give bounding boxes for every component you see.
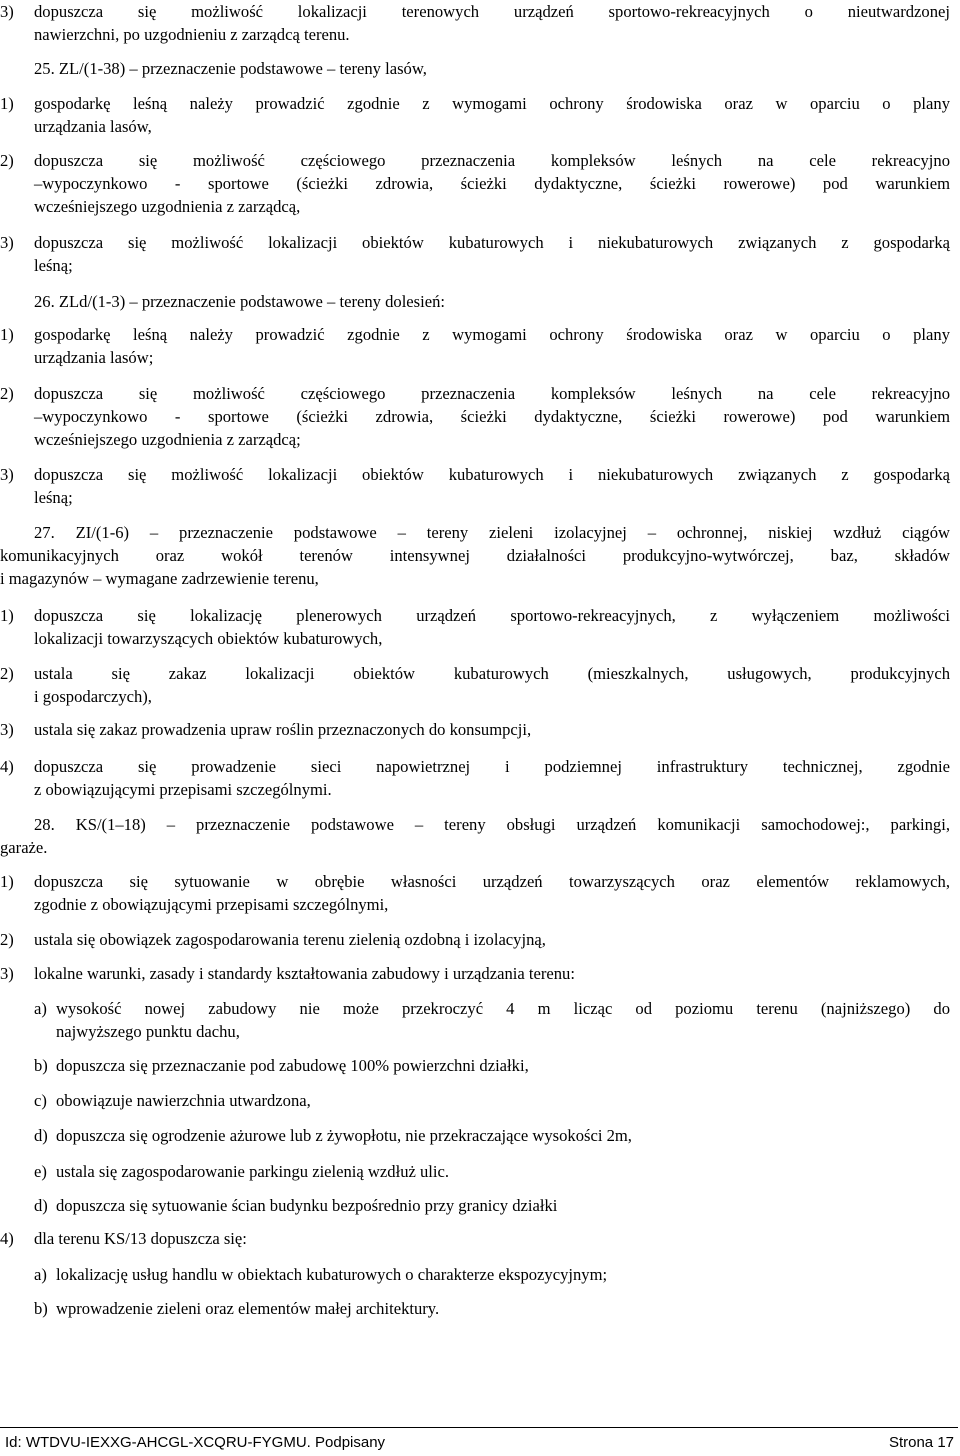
item-number: a) — [34, 1265, 47, 1284]
item-number: 2) — [0, 151, 14, 170]
paragraph-line: i magazynów – wymagane zadrzewienie terenu, — [0, 569, 319, 588]
list-item — [0, 149, 950, 218]
list-item — [0, 231, 950, 277]
item-line: dopuszcza się ogrodzenie ażurowe lub z żywopłotu, nie przekraczające wysokości 2m, — [56, 1126, 632, 1145]
list-subitem — [0, 1089, 950, 1112]
item-line: dopuszcza się możliwość lokalizacji terenowych urządzeń sportowo-rekreacyjnych o nieutwardzonej — [34, 2, 950, 21]
list-subitem — [0, 1160, 950, 1183]
list-subitem — [0, 997, 950, 1043]
footer-divider — [0, 1427, 958, 1428]
list-subitem — [0, 1263, 950, 1286]
item-number: 2) — [0, 930, 14, 949]
item-number: 1) — [0, 94, 14, 113]
section-number: 26. — [34, 292, 55, 311]
item-line: dopuszcza się sytuowanie ścian budynku bezpośrednio przy granicy działki — [56, 1196, 558, 1215]
item-line: dopuszcza się możliwość częściowego przeznaczenia kompleksów leśnych na cele rekreacyjno — [34, 384, 950, 403]
item-line: gospodarkę leśną należy prowadzić zgodnie z wymogami ochrony środowiska oraz w oparciu o plany — [34, 94, 950, 113]
paragraph-line — [0, 521, 950, 544]
paragraph-line — [0, 290, 950, 313]
list-subitem — [0, 1297, 950, 1320]
item-number: 4) — [0, 757, 14, 776]
item-number: 1) — [0, 606, 14, 625]
paragraph-line — [0, 813, 950, 836]
item-number: 1) — [0, 872, 14, 891]
item-number: 3) — [0, 233, 14, 252]
paragraph-line — [0, 57, 950, 80]
item-number: c) — [34, 1091, 47, 1110]
item-line: –wypoczynkowo - sportowe (ścieżki zdrowia, ścieżki dydaktyczne, ścieżki rowerowe) pod warunkiem — [34, 174, 950, 193]
item-line: wysokość nowej zabudowy nie może przekroczyć 4 m licząc od poziomu terenu (najniższego) do — [56, 999, 950, 1018]
paragraph-line: komunikacyjnych oraz wokół terenów intensywnej działalności produkcyjno-wytwórczej, baz, składów — [0, 546, 950, 565]
item-number: b) — [34, 1056, 48, 1075]
list-item — [0, 0, 950, 46]
item-line: dopuszcza się przeznaczanie pod zabudowę 100% powierzchni działki, — [56, 1056, 529, 1075]
list-subitem — [0, 1124, 950, 1147]
item-line: najwyższego punktu dachu, — [56, 1022, 240, 1041]
item-line: wcześniejszego uzgodnienia z zarządcą; — [34, 430, 301, 449]
list-item — [0, 92, 950, 138]
list-item — [0, 928, 950, 951]
item-number: 4) — [0, 1229, 14, 1248]
section-number: 25. — [34, 59, 55, 78]
list-item — [0, 962, 950, 985]
item-line: ustala się zakaz prowadzenia upraw roślin przeznaczonych do konsumpcji, — [34, 720, 532, 739]
list-item — [0, 755, 950, 801]
paragraph-text: KS/(1–18) – przeznaczenie podstawowe – tereny obsługi urządzeń komunikacji samochodowej:, parkingi, — [75, 815, 950, 834]
item-line: ustala się zakaz lokalizacji obiektów kubaturowych (mieszkalnych, usługowych, produkcyjnych — [34, 664, 950, 683]
item-number: 3) — [0, 465, 14, 484]
list-item — [0, 718, 950, 741]
item-number: 2) — [0, 664, 14, 683]
document-id-signature: Id: WTDVU-IEXXG-AHCGL-XCQRU-FYGMU. Podpisany — [5, 1434, 386, 1451]
item-line: z obowiązującymi przepisami szczególnymi. — [34, 780, 332, 799]
item-line: nawierzchni, po uzgodnieniu z zarządcą terenu. — [34, 25, 350, 44]
list-item — [0, 382, 950, 451]
section-paragraph — [0, 290, 950, 313]
item-line: dopuszcza się możliwość częściowego przeznaczenia kompleksów leśnych na cele rekreacyjno — [34, 151, 950, 170]
item-line: dla terenu KS/13 dopuszcza się: — [34, 1229, 247, 1248]
list-item — [0, 604, 950, 650]
item-line: i gospodarczych), — [34, 687, 152, 706]
item-number: 3) — [0, 720, 14, 739]
list-item — [0, 870, 950, 916]
list-subitem — [0, 1194, 950, 1217]
item-number: b) — [34, 1299, 48, 1318]
item-line: lokalne warunki, zasady i standardy kształtowania zabudowy i urządzania terenu: — [34, 964, 575, 983]
list-item — [0, 323, 950, 369]
item-number: e) — [34, 1162, 47, 1181]
list-item — [0, 662, 950, 708]
item-line: dopuszcza się sytuowanie w obrębie własności urządzeń towarzyszących oraz elementów reklamowych, — [34, 872, 950, 891]
item-line: wcześniejszego uzgodnienia z zarządcą, — [34, 197, 301, 216]
section-number: 27. — [34, 523, 55, 542]
item-number: d) — [34, 1196, 48, 1215]
item-number: a) — [34, 999, 47, 1018]
item-line: urządzania lasów, — [34, 117, 152, 136]
item-number: 3) — [0, 964, 14, 983]
item-number: 3) — [0, 2, 14, 21]
item-number: d) — [34, 1126, 48, 1145]
item-line: leśną; — [34, 256, 73, 275]
paragraph-text: ZLd/(1-3) – przeznaczenie podstawowe – tereny dolesień: — [58, 292, 446, 311]
item-line: dopuszcza się możliwość lokalizacji obiektów kubaturowych i niekubaturowych związanych z gospodarką — [34, 465, 950, 484]
list-item — [0, 1227, 950, 1250]
item-line: –wypoczynkowo - sportowe (ścieżki zdrowia, ścieżki dydaktyczne, ścieżki rowerowe) pod warunkiem — [34, 407, 950, 426]
list-subitem — [0, 1054, 950, 1077]
paragraph-text: ZI/(1-6) – przeznaczenie podstawowe – tereny zieleni izolacyjnej – ochronnej, niskiej wzdłuż ciągów — [75, 523, 950, 542]
item-line: wprowadzenie zieleni oraz elementów małej architektury. — [56, 1299, 440, 1318]
section-paragraph — [0, 813, 950, 859]
item-number: 1) — [0, 325, 14, 344]
item-line: ustala się obowiązek zagospodarowania terenu zielenią ozdobną i izolacyjną, — [34, 930, 546, 949]
paragraph-text: ZL/(1-38) – przeznaczenie podstawowe – tereny lasów, — [58, 59, 427, 78]
item-number: 2) — [0, 384, 14, 403]
item-line: dopuszcza się lokalizację plenerowych urządzeń sportowo-rekreacyjnych, z wyłączeniem możliwości — [34, 606, 950, 625]
item-line: dopuszcza się prowadzenie sieci napowietrznej i podziemnej infrastruktury technicznej, zgodnie — [34, 757, 950, 776]
item-line: lokalizację usług handlu w obiektach kubaturowych o charakterze ekspozycyjnym; — [56, 1265, 608, 1284]
item-line: ustala się zagospodarowanie parkingu zielenią wzdłuż ulic. — [56, 1162, 450, 1181]
item-line: obowiązuje nawierzchnia utwardzona, — [56, 1091, 311, 1110]
item-line: urządzania lasów; — [34, 348, 154, 367]
list-item — [0, 463, 950, 509]
section-number: 28. — [34, 815, 55, 834]
section-paragraph — [0, 57, 950, 80]
page-number: Strona 17 — [888, 1434, 954, 1451]
item-line: leśną; — [34, 488, 73, 507]
section-paragraph — [0, 521, 950, 590]
item-line: dopuszcza się możliwość lokalizacji obiektów kubaturowych i niekubaturowych związanych z gospodarką — [34, 233, 950, 252]
item-line: lokalizacji towarzyszących obiektów kubaturowych, — [34, 629, 383, 648]
paragraph-line: garaże. — [0, 838, 48, 857]
item-line: zgodnie z obowiązującymi przepisami szczególnymi, — [34, 895, 389, 914]
item-line: gospodarkę leśną należy prowadzić zgodnie z wymogami ochrony środowiska oraz w oparciu o plany — [34, 325, 950, 344]
